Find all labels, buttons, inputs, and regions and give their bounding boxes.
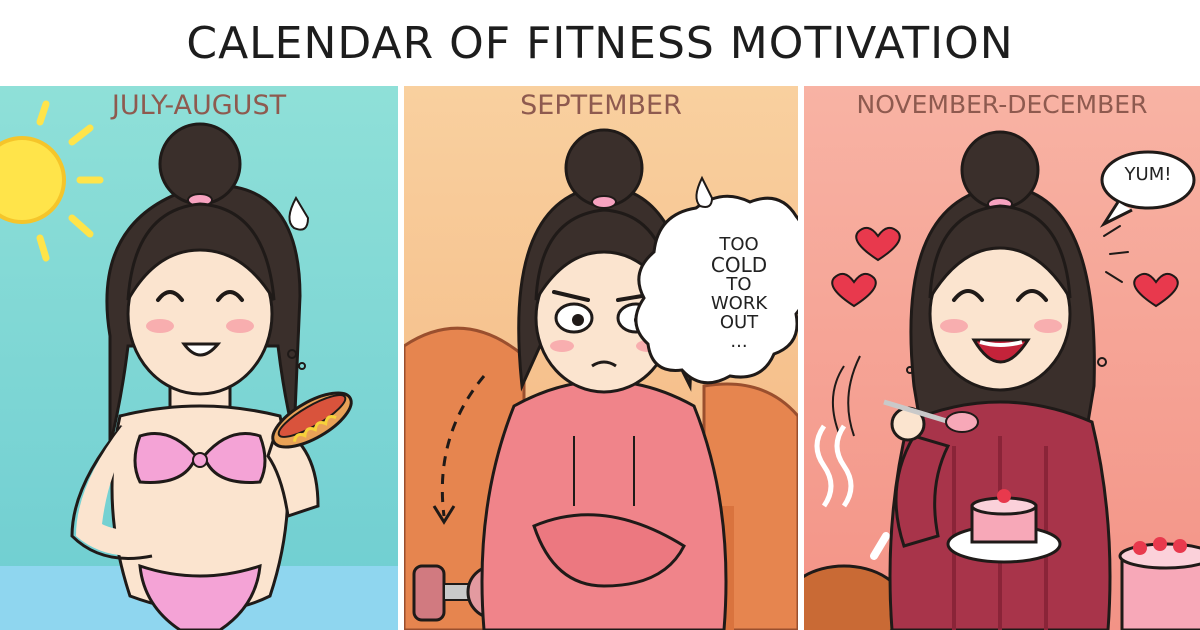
speech-text-too-cold [694,236,784,351]
speech-text-yum: YUM! [1124,164,1172,185]
hair-bun [566,130,642,206]
panel-label: SEPTEMBER [520,90,682,121]
speech-line: COLD [710,252,768,277]
panel-november-december [804,86,1200,630]
strawberry-cake-icon [1120,537,1200,630]
panel-july-august [0,86,398,630]
speech-line: TO [726,273,752,295]
september-illustration [404,86,798,630]
speech-line: WORK [710,292,768,314]
pink-hoodie [482,381,726,630]
summer-illustration [0,86,398,630]
speech-line: ... [730,330,748,352]
speech-line: TOO [719,234,759,255]
panel-september [404,86,798,630]
panel-label: NOVEMBER-DECEMBER [856,90,1148,119]
page-title: CALENDAR OF FITNESS MOTIVATION [186,17,1014,69]
speech-line: OUT [719,311,759,333]
hair-bun [160,124,240,204]
hair-bun [962,132,1038,208]
panel-label: JULY-AUGUST [111,90,287,121]
